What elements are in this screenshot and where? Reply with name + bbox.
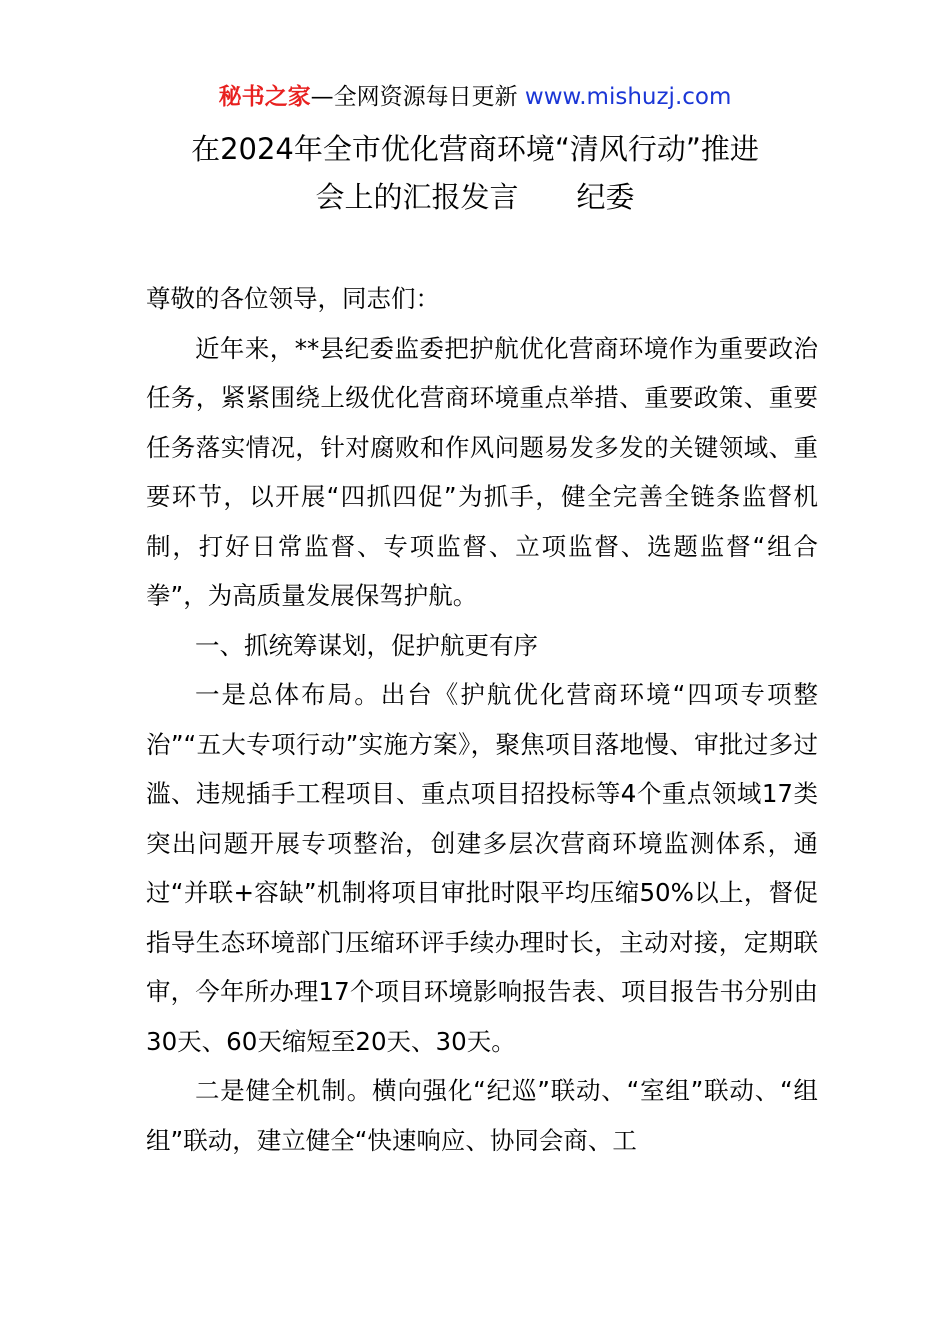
- document-body: [146, 274, 818, 1165]
- paragraph-intro: 近年来，**县纪委监委把护航优化营商环境作为重要政治任务，紧紧围绕上级优化营商环境重点举措、重要政策、重要任务落实情况，针对腐败和作风问题易发多发的关键领域、重要环节，以开展“四抓四促”为抓手，健全完善全链条监督机制，打好日常监督、专项监督、立项监督、选题监督“组合拳”，为高质量发展保驾护航。: [146, 333, 818, 610]
- document-title: [120, 125, 830, 221]
- site-tagline: —全网资源每日更新: [310, 84, 518, 110]
- salutation: 尊敬的各位领导，同志们：: [146, 284, 440, 313]
- paragraph-mechanism: 二是健全机制。横向强化“纪巡”联动、“室组”联动、“组组”联动，建立健全“快速响应、协同会商、工: [146, 1076, 818, 1155]
- paragraph-overall-layout: 一是总体布局。出台《护航优化营商环境“四项专项整治”“五大专项行动”实施方案》，聚焦项目落地慢、审批过多过滥、违规插手工程项目、重点项目招投标等4个重点领域17类突出问题开展专项整治，创建多层次营商环境监测体系，通过“并联+容缺”机制将项目审批时限平均压缩50%以上，督促指导生态环境部门压缩环评手续办理时长，主动对接，定期联审，今年所办理17个项目环境影响报告表、项目报告书分别由30天、60天缩短至20天、30天。: [146, 680, 818, 1056]
- site-brand: 秘书之家: [218, 84, 311, 110]
- title-line-1: 在2024年全市优化营商环境“清风行动”推进: [191, 132, 759, 166]
- title-line-2: [120, 173, 830, 221]
- site-url-link[interactable]: www.mishuzj.com: [524, 84, 732, 110]
- title-org: 纪委: [576, 180, 635, 214]
- site-header: [0, 80, 950, 114]
- title-line-2-main: 会上的汇报发言: [315, 180, 519, 214]
- section-heading-1: 一、抓统筹谋划，促护航更有序: [195, 630, 538, 660]
